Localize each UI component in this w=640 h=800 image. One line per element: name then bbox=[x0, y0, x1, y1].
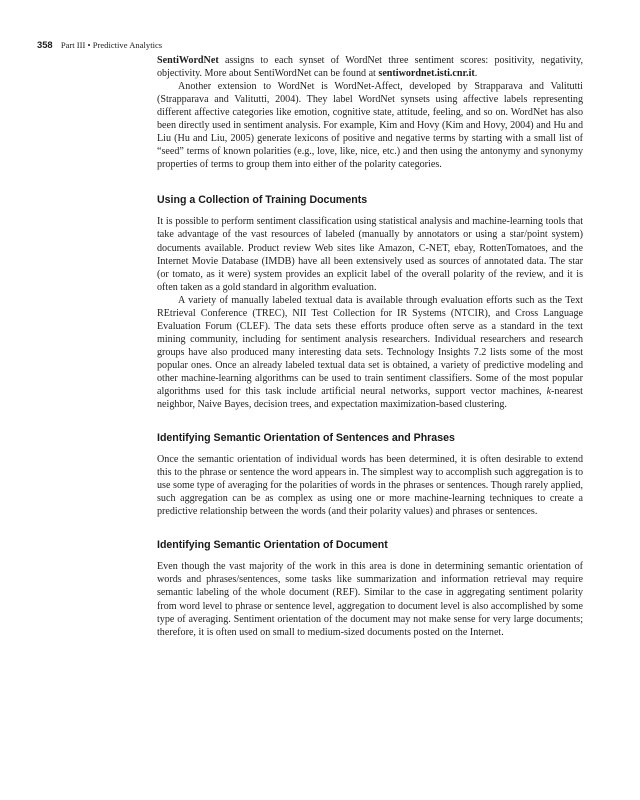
training-paragraph-1: It is possible to perform sentiment classification using statistical analysis and machine-learning tools that take advantage of the vast resources of labeled (manually by annotators or using a star/point system) documents available. Product review Web sites like Amazon, C-NET, ebay, RottenTomatoes, and the Internet Movie Database (IMDB) have all been extensively used as sources of annotated data. The star (or tomato, as it were) system provides an explicit label of the overall polarity of the review, and it is often taken as a gold standard in algorithm evaluation. bbox=[157, 216, 583, 293]
training-paragraph-2-end: -nearest neighbor, Naive Bayes, decision trees, and expectation maximization-based clustering. bbox=[157, 386, 583, 411]
document-paragraph-1: Even though the vast majority of the work in this area is done in determining semantic orientation of words and phrases/sentences, some tasks like summarization and information retrieval may require semantic labeling of the whole document (REF). Similar to the case in aggregating sentiment polarity from word level to phrase or sentence level, aggregation to document level is also accomplished by some type of averaging. Sentiment orientation of the document may not make sense for very large documents; therefore, it is often used on small to medium-sized documents posted on the Internet. bbox=[157, 561, 583, 638]
intro-paragraph-1-text: assigns to each synset of WordNet three sentiment scores: positivity, negativity, objectivity. More about SentiWordNet can be found at bbox=[157, 55, 583, 80]
intro-paragraph-1 bbox=[157, 54, 583, 80]
intro-paragraph-2: Another extension to WordNet is WordNet-Affect, developed by Strapparava and Valitutti (Strapparava and Valitutti, 2004). They label WordNet synsets using affective labels representing different affective categories like emotion, cognitive state, attitude, feeling, and so on. WordNet has also been directly used in sentiment analysis. For example, Kim and Hovy (Kim and Hovy, 2004) and Hu and Liu (Hu and Liu, 2005) generate lexicons of positive and negative terms by starting with a small list of “seed” terms of known polarities (e.g., love, like, nice, etc.) and then using the antonymy and synonymy properties of terms to group them into either of the polarity categories. bbox=[157, 81, 583, 171]
training-paragraph-2 bbox=[157, 294, 583, 411]
page-number: 358 bbox=[37, 39, 53, 50]
heading-sentences-phrases: Identifying Semantic Orientation of Sentences and Phrases bbox=[157, 432, 455, 445]
k-variable: k bbox=[546, 386, 552, 398]
body-text bbox=[157, 54, 583, 639]
term-sentiwordnet: SentiWordNet bbox=[157, 55, 219, 66]
sentiwordnet-url: sentiwordnet.isti.cnr.it bbox=[378, 68, 475, 80]
running-head-title: Part III • Predictive Analytics bbox=[60, 40, 163, 50]
intro-paragraph-1-end: . bbox=[474, 68, 478, 80]
heading-document: Identifying Semantic Orientation of Document bbox=[157, 539, 388, 552]
training-paragraph-2-text: A variety of manually labeled textual data is available through evaluation efforts such as the Text REtrieval Conference (TREC), NII Test Collection for IR Systems (NTCIR), and Cross Language Evaluation Forum (CLEF). The data sets these efforts produce often serve as a standard in the text mining community, including for sentiment analysis researchers. Individual researchers and research groups have also produced many interesting data sets. Technology Insights 7.2 lists some of the most popular ones. Once an already labeled textual data set is obtained, a variety of predictive modeling and other machine-learning algorithms can be used to train sentiment classifiers. Some of the most popular algorithms used for this task include artificial neural networks, support vector machines, bbox=[157, 294, 583, 398]
running-head bbox=[37, 39, 162, 50]
sentences-paragraph-1: Once the semantic orientation of individual words has been determined, it is often desirable to extend this to the phrase or sentence the word appears in. The simplest way to accomplish such aggregation is to use some type of averaging for the polarities of words in the phrases or sentences. Though rarely applied, such aggregation can be as complex as using one or more machine-learning techniques to create a predictive relationship between the words (and their polarity values) and phrases or sentences. bbox=[157, 454, 583, 518]
heading-training-documents: Using a Collection of Training Documents bbox=[157, 194, 368, 207]
